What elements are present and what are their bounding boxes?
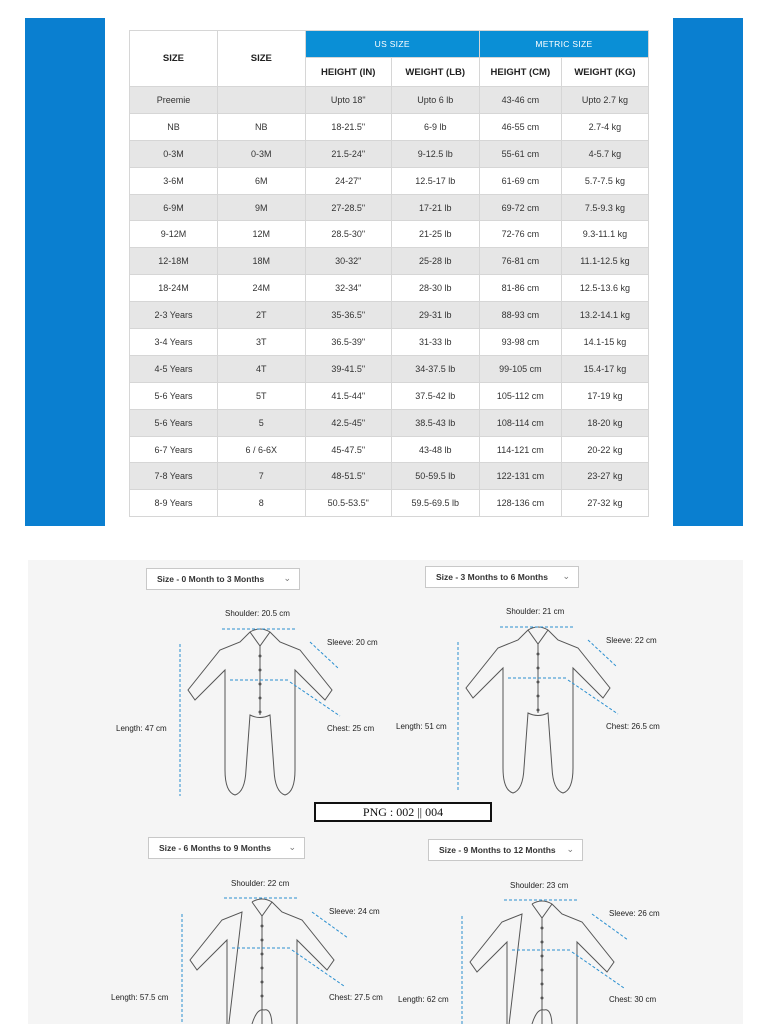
height-in-header: HEIGHT (IN) bbox=[305, 58, 391, 87]
length-label-1: Length: 47 cm bbox=[116, 724, 167, 733]
sleeve-label-4: Sleeve: 26 cm bbox=[609, 909, 660, 918]
weight-lb-cell: 31-33 lb bbox=[391, 329, 479, 356]
table-row bbox=[130, 436, 649, 463]
weight-kg-cell: 12.5-13.6 kg bbox=[561, 275, 648, 302]
height-cm-cell: 76-81 cm bbox=[479, 248, 561, 275]
table-row bbox=[130, 355, 649, 382]
length-label-4: Length: 62 cm bbox=[398, 995, 449, 1004]
weight-kg-cell: 18-20 kg bbox=[561, 409, 648, 436]
table-row bbox=[130, 382, 649, 409]
table-row bbox=[130, 113, 649, 140]
size-select-9-12m[interactable] bbox=[428, 839, 583, 861]
romper-diagram-2 bbox=[448, 618, 628, 798]
weight-kg-cell: 23-27 kg bbox=[561, 463, 648, 490]
sleeve-label-3: Sleeve: 24 cm bbox=[329, 907, 380, 916]
table-row bbox=[130, 87, 649, 114]
chest-label-3: Chest: 27.5 cm bbox=[329, 993, 383, 1002]
size-select-label: Size - 3 Months to 6 Months bbox=[436, 572, 548, 582]
height-cm-header: HEIGHT (CM) bbox=[479, 58, 561, 87]
size-cell: NB bbox=[130, 113, 218, 140]
size-select-6-9m[interactable] bbox=[148, 837, 305, 859]
height-cm-cell: 108-114 cm bbox=[479, 409, 561, 436]
size-select-label: Size - 9 Months to 12 Months bbox=[439, 845, 556, 855]
height-in-cell: 35-36.5" bbox=[305, 302, 391, 329]
right-blue-bar bbox=[673, 18, 743, 526]
table-row bbox=[130, 302, 649, 329]
table-row bbox=[130, 167, 649, 194]
alt-size-cell: 4T bbox=[217, 355, 305, 382]
height-in-cell: 42.5-45" bbox=[305, 409, 391, 436]
size-cell: 9-12M bbox=[130, 221, 218, 248]
height-cm-cell: 88-93 cm bbox=[479, 302, 561, 329]
weight-lb-cell: 28-30 lb bbox=[391, 275, 479, 302]
size-cell: 7-8 Years bbox=[130, 463, 218, 490]
alt-size-cell: 9M bbox=[217, 194, 305, 221]
size-cell: 5-6 Years bbox=[130, 409, 218, 436]
height-cm-cell: 99-105 cm bbox=[479, 355, 561, 382]
weight-lb-header: WEIGHT (LB) bbox=[391, 58, 479, 87]
height-cm-cell: 55-61 cm bbox=[479, 140, 561, 167]
chest-label-4: Chest: 30 cm bbox=[609, 995, 657, 1004]
height-cm-cell: 81-86 cm bbox=[479, 275, 561, 302]
alt-size-cell: 6M bbox=[217, 167, 305, 194]
sleeve-label-1: Sleeve: 20 cm bbox=[327, 638, 378, 647]
chevron-down-icon: ⌄ bbox=[283, 573, 291, 583]
size-header-2: SIZE bbox=[217, 31, 305, 87]
height-in-cell: 32-34" bbox=[305, 275, 391, 302]
alt-size-cell: 2T bbox=[217, 302, 305, 329]
weight-kg-cell: 11.1-12.5 kg bbox=[561, 248, 648, 275]
weight-kg-cell: 20-22 kg bbox=[561, 436, 648, 463]
height-cm-cell: 69-72 cm bbox=[479, 194, 561, 221]
weight-kg-cell: 4-5.7 kg bbox=[561, 140, 648, 167]
alt-size-cell: 6 / 6-6X bbox=[217, 436, 305, 463]
alt-size-cell: 18M bbox=[217, 248, 305, 275]
weight-kg-cell: 17-19 kg bbox=[561, 382, 648, 409]
chest-label-1: Chest: 25 cm bbox=[327, 724, 375, 733]
height-in-cell: 39-41.5" bbox=[305, 355, 391, 382]
weight-lb-cell: 29-31 lb bbox=[391, 302, 479, 329]
weight-lb-cell: 17-21 lb bbox=[391, 194, 479, 221]
chevron-down-icon: ⌄ bbox=[566, 844, 574, 854]
table-row bbox=[130, 194, 649, 221]
height-in-cell: 27-28.5" bbox=[305, 194, 391, 221]
size-cell: 3-6M bbox=[130, 167, 218, 194]
height-in-cell: 28.5-30" bbox=[305, 221, 391, 248]
size-cell: 18-24M bbox=[130, 275, 218, 302]
height-in-cell: 50.5-53.5" bbox=[305, 490, 391, 517]
chest-label-2: Chest: 26.5 cm bbox=[606, 722, 660, 731]
alt-size-cell: 5T bbox=[217, 382, 305, 409]
size-cell: 0-3M bbox=[130, 140, 218, 167]
alt-size-cell: 0-3M bbox=[217, 140, 305, 167]
weight-kg-cell: Upto 2.7 kg bbox=[561, 87, 648, 114]
height-in-cell: 36.5-39" bbox=[305, 329, 391, 356]
chevron-down-icon: ⌄ bbox=[562, 571, 570, 581]
weight-lb-cell: 37.5-42 lb bbox=[391, 382, 479, 409]
table-row bbox=[130, 275, 649, 302]
size-header-1: SIZE bbox=[130, 31, 218, 87]
weight-kg-cell: 15.4-17 kg bbox=[561, 355, 648, 382]
table-row bbox=[130, 409, 649, 436]
size-chart-table bbox=[129, 30, 649, 517]
height-cm-cell: 61-69 cm bbox=[479, 167, 561, 194]
alt-size-cell bbox=[217, 87, 305, 114]
weight-kg-cell: 27-32 kg bbox=[561, 490, 648, 517]
chevron-down-icon: ⌄ bbox=[288, 842, 296, 852]
weight-kg-cell: 2.7-4 kg bbox=[561, 113, 648, 140]
romper-diagram-4 bbox=[452, 892, 632, 1024]
weight-kg-header: WEIGHT (KG) bbox=[561, 58, 648, 87]
size-cell: 4-5 Years bbox=[130, 355, 218, 382]
size-cell: 8-9 Years bbox=[130, 490, 218, 517]
weight-kg-cell: 7.5-9.3 kg bbox=[561, 194, 648, 221]
alt-size-cell: 7 bbox=[217, 463, 305, 490]
alt-size-cell: NB bbox=[217, 113, 305, 140]
height-in-cell: Upto 18" bbox=[305, 87, 391, 114]
metric-size-header: METRIC SIZE bbox=[479, 31, 648, 58]
height-cm-cell: 46-55 cm bbox=[479, 113, 561, 140]
shoulder-label-2: Shoulder: 21 cm bbox=[506, 607, 565, 616]
weight-lb-cell: 50-59.5 lb bbox=[391, 463, 479, 490]
height-in-cell: 48-51.5" bbox=[305, 463, 391, 490]
weight-kg-cell: 5.7-7.5 kg bbox=[561, 167, 648, 194]
height-cm-cell: 93-98 cm bbox=[479, 329, 561, 356]
table-row bbox=[130, 463, 649, 490]
table-row bbox=[130, 140, 649, 167]
weight-lb-cell: 25-28 lb bbox=[391, 248, 479, 275]
weight-lb-cell: 38.5-43 lb bbox=[391, 409, 479, 436]
height-cm-cell: 105-112 cm bbox=[479, 382, 561, 409]
romper-diagram-3 bbox=[172, 890, 352, 1024]
alt-size-cell: 12M bbox=[217, 221, 305, 248]
size-select-3-6m[interactable] bbox=[425, 566, 579, 588]
left-blue-bar bbox=[25, 18, 105, 526]
measurement-diagrams bbox=[28, 560, 743, 1024]
alt-size-cell: 8 bbox=[217, 490, 305, 517]
weight-lb-cell: 34-37.5 lb bbox=[391, 355, 479, 382]
weight-kg-cell: 9.3-11.1 kg bbox=[561, 221, 648, 248]
weight-lb-cell: 6-9 lb bbox=[391, 113, 479, 140]
weight-lb-cell: 43-48 lb bbox=[391, 436, 479, 463]
height-in-cell: 24-27" bbox=[305, 167, 391, 194]
alt-size-cell: 5 bbox=[217, 409, 305, 436]
shoulder-label-1: Shoulder: 20.5 cm bbox=[225, 609, 290, 618]
height-cm-cell: 72-76 cm bbox=[479, 221, 561, 248]
height-cm-cell: 128-136 cm bbox=[479, 490, 561, 517]
length-label-3: Length: 57.5 cm bbox=[111, 993, 169, 1002]
height-in-cell: 45-47.5" bbox=[305, 436, 391, 463]
romper-diagram-1 bbox=[170, 620, 350, 800]
size-cell: 6-7 Years bbox=[130, 436, 218, 463]
table-row bbox=[130, 329, 649, 356]
shoulder-label-3: Shoulder: 22 cm bbox=[231, 879, 290, 888]
size-table-body bbox=[130, 87, 649, 517]
weight-lb-cell: 9-12.5 lb bbox=[391, 140, 479, 167]
sleeve-label-2: Sleeve: 22 cm bbox=[606, 636, 657, 645]
size-cell: Preemie bbox=[130, 87, 218, 114]
size-cell: 6-9M bbox=[130, 194, 218, 221]
table-row bbox=[130, 221, 649, 248]
height-in-cell: 41.5-44" bbox=[305, 382, 391, 409]
alt-size-cell: 24M bbox=[217, 275, 305, 302]
shoulder-label-4: Shoulder: 23 cm bbox=[510, 881, 569, 890]
height-in-cell: 21.5-24" bbox=[305, 140, 391, 167]
size-select-label: Size - 0 Month to 3 Months bbox=[157, 574, 265, 584]
us-size-header: US SIZE bbox=[305, 31, 479, 58]
height-cm-cell: 114-121 cm bbox=[479, 436, 561, 463]
size-cell: 5-6 Years bbox=[130, 382, 218, 409]
size-cell: 12-18M bbox=[130, 248, 218, 275]
table-row bbox=[130, 490, 649, 517]
length-label-2: Length: 51 cm bbox=[396, 722, 447, 731]
table-row bbox=[130, 248, 649, 275]
size-select-0-3m[interactable] bbox=[146, 568, 300, 590]
page-tag: PNG : 002 || 004 bbox=[314, 802, 492, 822]
height-in-cell: 30-32" bbox=[305, 248, 391, 275]
height-in-cell: 18-21.5" bbox=[305, 113, 391, 140]
height-cm-cell: 43-46 cm bbox=[479, 87, 561, 114]
weight-lb-cell: 59.5-69.5 lb bbox=[391, 490, 479, 517]
height-cm-cell: 122-131 cm bbox=[479, 463, 561, 490]
weight-kg-cell: 13.2-14.1 kg bbox=[561, 302, 648, 329]
size-cell: 2-3 Years bbox=[130, 302, 218, 329]
weight-lb-cell: Upto 6 lb bbox=[391, 87, 479, 114]
weight-lb-cell: 12.5-17 lb bbox=[391, 167, 479, 194]
weight-kg-cell: 14.1-15 kg bbox=[561, 329, 648, 356]
weight-lb-cell: 21-25 lb bbox=[391, 221, 479, 248]
size-cell: 3-4 Years bbox=[130, 329, 218, 356]
size-select-label: Size - 6 Months to 9 Months bbox=[159, 843, 271, 853]
alt-size-cell: 3T bbox=[217, 329, 305, 356]
